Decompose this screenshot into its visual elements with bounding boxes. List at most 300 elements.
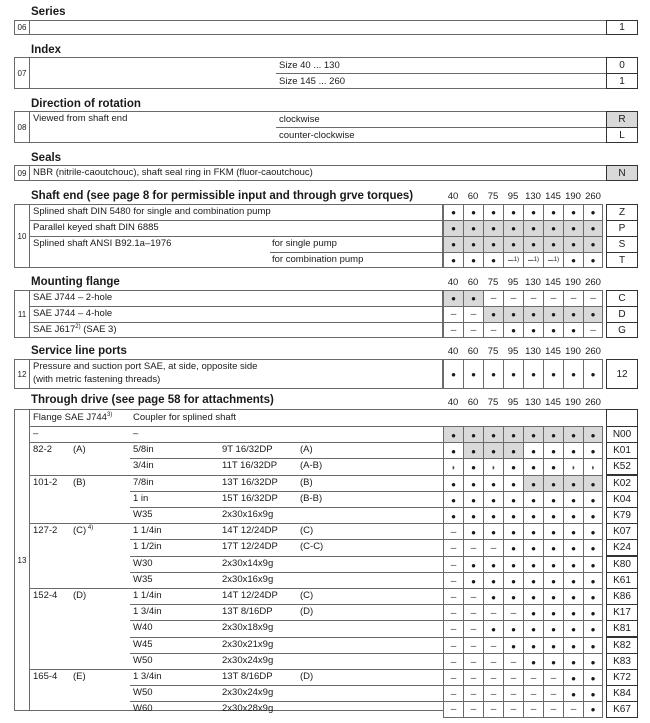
coupler-size: W30 [133,558,153,569]
availability-cell-60: • [463,205,483,220]
availability-cell-130: • [523,237,543,252]
divider [29,426,443,427]
availability-cell-260: • [583,702,603,717]
availability-cell-130: • [523,573,543,589]
coupler-size: W60 [133,703,153,714]
flange-size: – [33,428,39,439]
coupler-size: 3/4in [133,460,154,471]
availability-cell-145: • [543,605,563,621]
availability-cell-190: • [563,476,583,492]
availability-row [443,507,603,524]
seals-heading: Seals [31,152,62,164]
availability-cell-190: • [563,670,583,686]
divider [29,475,443,476]
availability-cell-145: • [543,621,563,637]
availability-cell-95: – [503,654,523,670]
divider [270,252,443,253]
availability-cell-75: – [483,686,503,702]
availability-cell-40: • [443,291,463,306]
availability-cell-75: • [483,621,503,637]
availability-cell-75: • [483,360,503,388]
size-col-60: 60 [467,277,479,288]
spline-spec: 13T 8/16DP [222,671,273,682]
availability-cell-145: – [543,291,563,306]
availability-cell-190: • [563,427,583,443]
availability-cell-75: – [483,323,503,337]
flange-class: (D) [73,590,87,601]
size-col-60: 60 [467,397,479,408]
availability-cell-75: ◗ [483,459,503,475]
ports-desc-line1: Pressure and suction port SAE, at side, opposite side [33,361,258,372]
spline-spec: 15T 16/32DP [222,493,278,504]
availability-cell-260: • [583,589,603,605]
availability-cell-145: • [543,654,563,670]
availability-cell-75: – [483,291,503,306]
coupler-size: 5/8in [133,444,154,455]
size-col-145: 145 [545,277,561,288]
divider [29,409,30,711]
divider [29,442,443,443]
availability-row [443,685,603,702]
availability-row [443,523,603,540]
availability-cell-145: • [543,221,563,236]
availability-cell-95: • [503,589,523,605]
availability-cell-95: • [503,524,523,540]
availability-cell-260: • [583,492,603,508]
index-num: 07 [15,58,30,88]
availability-cell-40: – [443,573,463,589]
divider [276,73,638,74]
availability-cell-40: • [443,237,463,252]
order-code: K84 [606,685,638,702]
availability-cell-130: • [523,524,543,540]
spline-spec: 9T 16/32DP [222,444,273,455]
availability-cell-130: – [523,702,543,717]
flange-class: (B) [73,477,86,488]
availability-cell-60: • [463,427,483,443]
availability-cell-190: • [563,360,583,388]
divider [29,220,443,221]
coupler-class: (C) [300,525,314,536]
availability-cell-40: – [443,524,463,540]
availability-cell-75: • [483,508,503,524]
divider [130,685,443,686]
availability-cell-95: • [503,237,523,252]
order-code: K61 [606,572,638,589]
divider [276,127,638,128]
availability-cell-60: – [463,605,483,621]
availability-cell-190: • [563,589,583,605]
availability-cell-190: • [563,253,583,267]
order-code: Z [606,204,638,221]
availability-cell-130: – [523,686,543,702]
mounting-desc: SAE J617 [33,324,76,336]
availability-cell-145: • [543,573,563,589]
order-code: K67 [606,701,638,718]
availability-cell-260: • [583,237,603,252]
size-col-190: 190 [565,191,581,202]
availability-row [443,475,603,492]
availability-cell-95: – [503,702,523,717]
availability-cell-145: • [543,360,563,388]
availability-cell-130: • [523,557,543,573]
rotation-option-label: counter-clockwise [279,130,355,141]
mounting-heading: Mounting flange [31,276,120,288]
availability-cell-95: – [503,605,523,621]
availability-cell-60: • [463,459,483,475]
availability-row [443,620,603,637]
availability-cell-145: • [543,540,563,556]
ports-desc-line2: (with metric fastening threads) [33,374,161,385]
availability-cell-130: • [523,221,543,236]
coupler-size: W40 [133,622,153,633]
size-header [443,277,603,288]
size-col-60: 60 [467,191,479,202]
size-col-40: 40 [447,191,459,202]
availability-cell-260: • [583,621,603,637]
availability-cell-145: • [543,638,563,654]
footnote-ref: 2) [75,324,81,330]
availability-cell-75: • [483,573,503,589]
spline-spec: 13T 8/16DP [222,606,273,617]
ports-heading: Service line ports [31,345,127,357]
index-code: 0 [606,57,638,74]
availability-cell-130: • [523,540,543,556]
size-header [443,191,603,202]
flange-class: (C) $^{4)}$ [73,525,94,537]
size-col-75: 75 [487,397,499,408]
availability-cell-130: – [523,291,543,306]
availability-cell-40: • [443,427,463,443]
availability-cell-60: – [463,307,483,322]
order-code: K24 [606,539,638,556]
order-code: P [606,220,638,237]
availability-cell-40: • [443,508,463,524]
availability-cell-95: – [503,291,523,306]
series-num: 06 [15,21,30,34]
availability-cell-145: • [543,492,563,508]
availability-cell-40: • [443,360,463,388]
availability-cell-145: – [543,686,563,702]
divider [130,507,443,508]
size-col-260: 260 [585,277,601,288]
mounting-desc: SAE J744 – 2-hole [33,292,113,303]
availability-cell-60: – [463,686,483,702]
coupler-size: 1 1/4in [133,590,162,601]
availability-cell-40: • [443,253,463,267]
availability-cell-60: – [463,638,483,654]
coupler-class: (C) [300,590,314,601]
divider [29,523,443,524]
coupler-class: (B-B) [300,493,323,504]
coupler-size: 1 1/4in [133,525,162,536]
availability-cell-260: • [583,654,603,670]
spline-spec: 2x30x28x9g [222,703,274,714]
availability-cell-260: • [583,638,603,654]
availability-cell-260: • [583,443,603,459]
order-code: K72 [606,669,638,686]
availability-row [443,604,603,621]
availability-cell-75: • [483,443,503,459]
size-col-190: 190 [565,346,581,357]
size-col-75: 75 [487,346,499,357]
order-code: S [606,236,638,253]
size-col-190: 190 [565,397,581,408]
divider [130,539,443,540]
availability-cell-60: • [463,573,483,589]
availability-cell-190: • [563,307,583,322]
flange-size: 165-4 [33,671,58,682]
size-col-60: 60 [467,346,479,357]
shaft-end-desc: Splined shaft ANSI B92.1a–1976 [33,238,172,249]
through-drive-heading: Through drive (see page 58 for attachments) [31,394,274,406]
availability-cell-190: • [563,621,583,637]
shaft-end-num: 10 [15,205,30,267]
availability-row [443,539,603,556]
order-code: K52 [606,458,638,475]
availability-cell-145: • [543,476,563,492]
availability-cell-75: • [483,427,503,443]
coupler-size: – [133,428,139,439]
divider [130,701,443,702]
coupler-class: (C-C) [300,541,324,552]
availability-cell-190: – [563,291,583,306]
availability-cell-190: • [563,492,583,508]
availability-cell-60: • [463,221,483,236]
availability-cell-40: – [443,323,463,337]
availability-cell-40: – [443,589,463,605]
order-code: K81 [606,620,638,637]
availability-cell-95: • [503,443,523,459]
size-col-95: 95 [507,277,519,288]
availability-row [443,653,603,670]
availability-cell-75: • [483,476,503,492]
mounting-desc-suffix: (SAE 3) [80,324,117,336]
divider [29,322,443,323]
availability-cell-145: • [543,443,563,459]
availability-row [443,204,603,220]
availability-cell-190: • [563,573,583,589]
availability-cell-260: • [583,221,603,236]
rotation-heading: Direction of rotation [31,98,141,110]
flange-size: 127-2 [33,525,58,536]
availability-cell-95: • [503,459,523,475]
availability-cell-60: • [463,443,483,459]
availability-cell-40: – [443,670,463,686]
size-col-260: 260 [585,346,601,357]
order-code: K80 [606,556,638,573]
seals-num: 09 [15,166,30,180]
spline-spec: 13T 16/32DP [222,477,278,488]
availability-row [443,322,603,338]
availability-cell-130: • [523,427,543,443]
availability-cell-40: – [443,686,463,702]
divider [14,409,638,410]
flange-class: (A) [73,444,86,455]
availability-cell-145: • [543,508,563,524]
availability-row [443,426,603,443]
availability-cell-95: • [503,360,523,388]
size-col-95: 95 [507,397,519,408]
availability-cell-260: • [583,557,603,573]
availability-cell-130: • [523,605,543,621]
spline-spec: 2x30x24x9g [222,655,274,666]
availability-cell-60: • [463,508,483,524]
shaft-end-heading: Shaft end (see page 8 for permissible input and through grve torques) [31,190,414,202]
availability-row [443,669,603,686]
divider [29,669,443,670]
availability-cell-60: • [463,237,483,252]
availability-cell-40: • [443,492,463,508]
availability-cell-260: • [583,205,603,220]
availability-cell-130: • [523,443,543,459]
coupler-size: W50 [133,687,153,698]
availability-cell-190: • [563,323,583,337]
availability-row [443,458,603,475]
availability-cell-190: • [563,508,583,524]
availability-cell-145: • [543,237,563,252]
divider [130,604,443,605]
availability-row [443,588,603,605]
size-col-75: 75 [487,277,499,288]
availability-cell-260: ◗ [583,459,603,475]
availability-cell-60: • [463,476,483,492]
coupler-size: W35 [133,509,153,520]
availability-cell-260: – [583,323,603,337]
coupler-class: (A) [300,444,313,455]
flange-size: 101-2 [33,477,58,488]
shaft-end-desc: Splined shaft DIN 5480 for single and combination pump [33,206,271,217]
footnote-ref: 3) [106,412,113,418]
order-code: N00 [606,426,638,443]
order-code: K01 [606,442,638,459]
availability-cell-75: • [483,557,503,573]
flange-header-label: Flange SAE J744 [33,412,107,424]
availability-cell-130: • [523,323,543,337]
size-col-95: 95 [507,191,519,202]
order-code: G [606,322,638,338]
availability-cell-260: • [583,253,603,267]
order-code: D [606,306,638,323]
availability-cell-145: • [543,205,563,220]
availability-cell-40: • [443,476,463,492]
availability-cell-130: • [523,654,543,670]
availability-cell-75: – [483,638,503,654]
availability-cell-75: • [483,253,503,267]
availability-cell-40: – [443,654,463,670]
availability-cell-260: • [583,670,603,686]
availability-cell-130: • [523,459,543,475]
availability-cell-260: • [583,476,603,492]
availability-row [443,491,603,508]
availability-cell-95: • [503,621,523,637]
availability-cell-40: • [443,205,463,220]
availability-cell-260: • [583,540,603,556]
availability-row [443,252,603,268]
availability-cell-95: • [503,492,523,508]
availability-cell-260: • [583,573,603,589]
rotation-desc: Viewed from shaft end [33,113,128,124]
divider [130,556,443,557]
availability-cell-75: • [483,524,503,540]
availability-cell-95: • [503,573,523,589]
coupler-size: W45 [133,639,153,650]
availability-cell-60: • [463,557,483,573]
spline-spec: 14T 12/24DP [222,590,278,601]
availability-cell-60: • [463,524,483,540]
coupler-size: 1 in [133,493,149,504]
availability-cell-190: • [563,686,583,702]
order-code: K86 [606,588,638,605]
availability-cell-130: • [523,621,543,637]
series-heading: Series [31,6,66,18]
coupler-size: 1 3/4in [133,606,162,617]
availability-cell-60: – [463,540,483,556]
availability-cell-75: – [483,540,503,556]
size-header [443,346,603,357]
availability-cell-75: • [483,237,503,252]
availability-cell-130: • [523,508,543,524]
availability-row [443,236,603,252]
availability-cell-130: – 1) [523,253,543,267]
spline-spec: 17T 12/24DP [222,541,278,552]
divider [130,637,443,638]
availability-cell-130: • [523,476,543,492]
availability-cell-190: • [563,221,583,236]
size-col-130: 130 [525,277,541,288]
availability-cell-130: • [523,492,543,508]
availability-cell-60: – [463,589,483,605]
code-header-cell [606,409,638,426]
order-code: K79 [606,507,638,524]
coupler-size: 1 3/4in [133,671,162,682]
mounting-desc-sae3 [33,324,117,335]
index-heading: Index [31,44,62,56]
order-code: C [606,290,638,307]
availability-cell-40: – [443,605,463,621]
availability-cell-190: • [563,605,583,621]
shaft-end-sub: for single pump [272,238,337,249]
divider [130,620,443,621]
availability-cell-130: • [523,205,543,220]
rotation-code: L [606,127,638,143]
availability-row [443,701,603,718]
availability-cell-145: • [543,307,563,322]
availability-cell-95: • [503,557,523,573]
availability-cell-60: – [463,702,483,717]
availability-row [443,637,603,654]
availability-cell-95: • [503,427,523,443]
availability-cell-130: • [523,589,543,605]
availability-cell-40: • [443,443,463,459]
index-option-label: Size 145 ... 260 [279,76,346,87]
size-col-40: 40 [447,277,459,288]
footnote-ref: 4) [86,525,94,531]
availability-cell-95: • [503,638,523,654]
availability-cell-60: – [463,654,483,670]
availability-cell-145: • [543,427,563,443]
availability-cell-60: • [463,360,483,388]
availability-cell-95: • [503,540,523,556]
availability-cell-75: • [483,492,503,508]
availability-row [443,290,603,306]
mounting-num: 11 [15,291,30,337]
divider [130,458,443,459]
order-code: K07 [606,523,638,540]
availability-cell-75: • [483,221,503,236]
order-code: K02 [606,475,638,492]
availability-cell-75: • [483,307,503,322]
